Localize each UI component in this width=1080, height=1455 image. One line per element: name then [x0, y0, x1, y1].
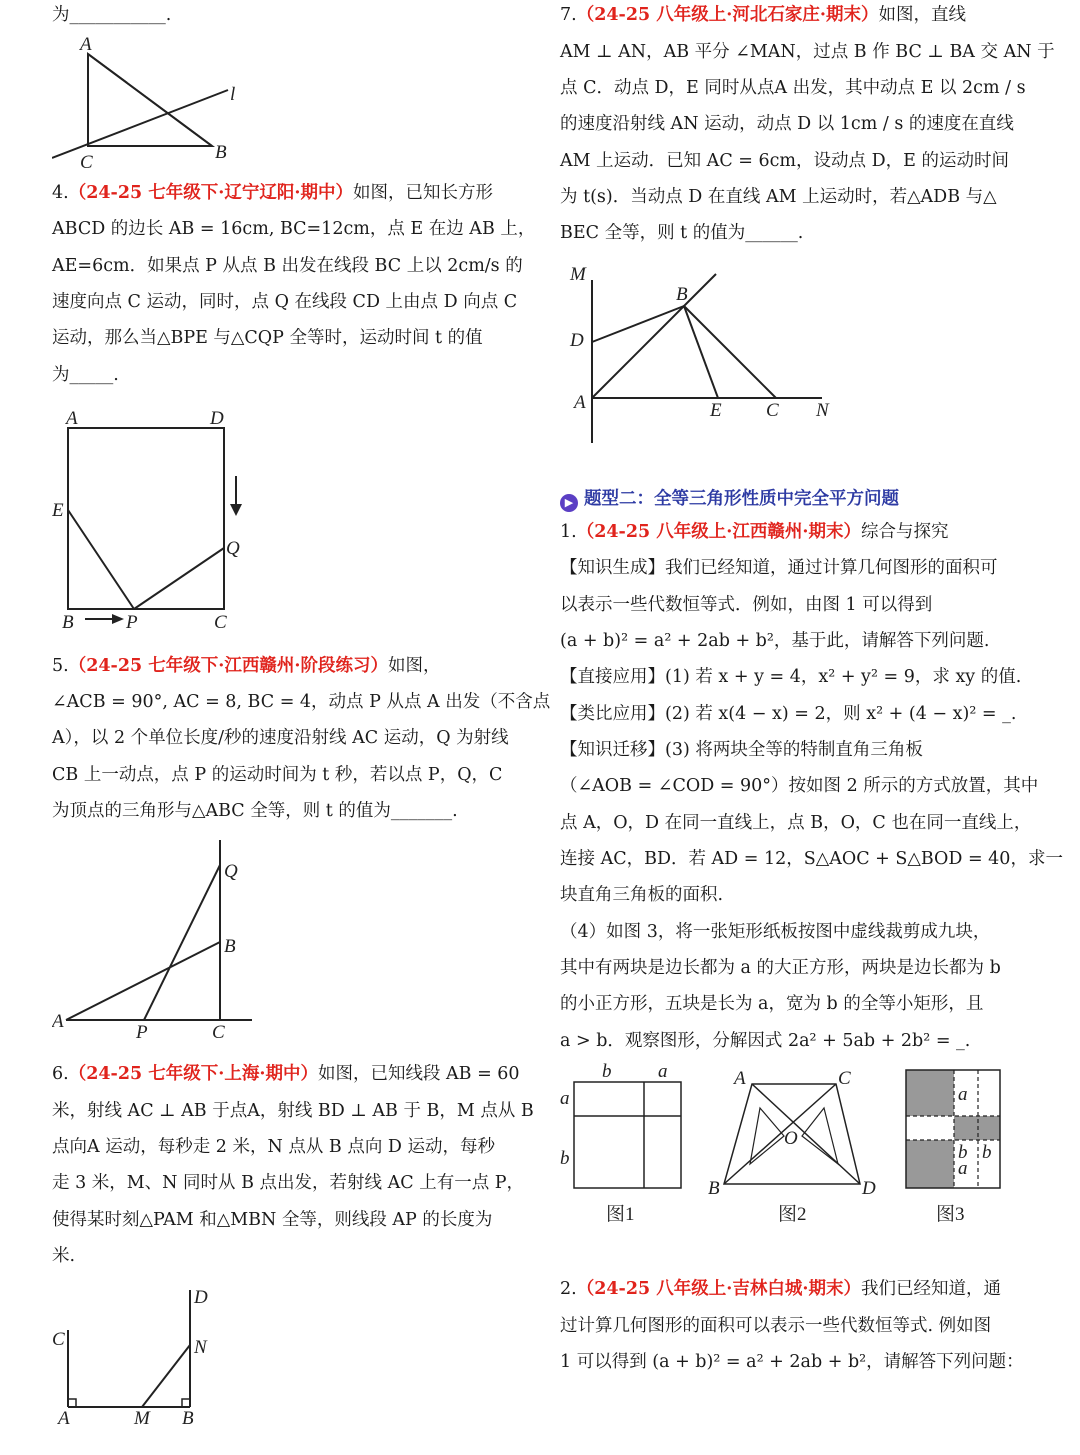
svg-text:C: C	[80, 152, 93, 173]
svg-text:M: M	[570, 264, 586, 285]
svg-text:a: a	[958, 1158, 968, 1179]
svg-text:B: B	[182, 1408, 194, 1429]
q5-num: 5.	[52, 656, 69, 676]
section-title: 题型二：全等三角形性质中完全平方问题	[584, 489, 899, 509]
svg-text:E: E	[710, 400, 722, 421]
s1-line-14: a > b．观察图形，分解因式 2a² + 5ab + 2b² = _.	[560, 1031, 971, 1051]
svg-text:B: B	[224, 936, 236, 957]
q6-line-3: 走 3 米，M、N 同时从 B 点出发，若射线 AC 上有一点 P，	[52, 1173, 525, 1193]
q6-text-0: 如图，已知线段 AB = 60	[317, 1064, 520, 1084]
svg-text:C: C	[838, 1068, 851, 1089]
s1-line-1: 【知识生成】我们已经知道，通过计算几何图形的面积可	[560, 558, 998, 578]
s1-line-11: （4）如图 3，将一张矩形纸板按图中虚线裁剪成九块，	[560, 922, 991, 942]
svg-text:B: B	[215, 142, 227, 163]
svg-text:P: P	[126, 612, 138, 633]
q5-line-3: CB 上一动点，点 P 的运动时间为 t 秒，若以点 P，Q，C	[52, 765, 503, 785]
q7-line-0	[560, 4, 966, 26]
q5-line-4: 为顶点的三角形与△ABC 全等，则 t 的值为_______.	[52, 801, 458, 821]
s2-source: （24-25 八年级上·吉林白城·期末）	[576, 1279, 861, 1299]
s1-line-7: （∠AOB = ∠COD = 90°）按如图 2 所示的方式放置，其中	[560, 776, 1039, 796]
q6-figure	[52, 1285, 232, 1430]
svg-text:图2: 图2	[778, 1204, 807, 1225]
figure-1	[560, 1061, 681, 1225]
svg-text:Q: Q	[224, 861, 238, 882]
section-header	[560, 485, 899, 512]
s2-line-2: 1 可以得到 (a + b)² = a² + 2ab + b²，请解答下列问题：	[560, 1352, 1024, 1372]
svg-text:C: C	[212, 1022, 225, 1043]
q4-source: （24-25 七年级下·辽宁辽阳·期中）	[68, 183, 353, 203]
q5-source: （24-25 七年级下·江西赣州·阶段练习）	[68, 656, 388, 676]
s1-line-3: (a + b)² = a² + 2ab + b²，基于此，请解答下列问题.	[560, 631, 990, 651]
svg-text:Q: Q	[226, 538, 240, 559]
s1-line-13: 的小正方形，五块是长为 a，宽为 b 的全等小矩形，且	[560, 994, 984, 1014]
q7-line-6: BEC 全等，则 t 的值为______.	[560, 223, 804, 243]
svg-text:B: B	[676, 284, 688, 305]
svg-text:C: C	[766, 400, 779, 421]
s1-line-5: 【类比应用】(2) 若 x(4 − x) = 2，则 x² + (4 − x)² = _.	[560, 704, 1017, 724]
q4-line-5: 为_____.	[52, 365, 119, 385]
q7-text-0: 如图，直线	[878, 5, 966, 25]
s2-line-0	[560, 1278, 1001, 1300]
q7-line-5: 为 t(s)．当动点 D 在直线 AM 上运动时，若△ADB 与△	[560, 187, 997, 207]
s2-num: 2.	[560, 1279, 577, 1299]
s1-line-4: 【直接应用】(1) 若 x + y = 4，x² + y² = 9，求 xy 的值.	[560, 667, 1022, 687]
s1-figures	[560, 1060, 1035, 1230]
svg-text:D: D	[210, 408, 224, 429]
q5-text-0: 如图，	[387, 656, 441, 676]
svg-text:D: D	[194, 1287, 208, 1308]
svg-text:A: A	[66, 408, 78, 429]
q7-line-3: 的速度沿射线 AN 运动，动点 D 以 1cm / s 的速度在直线	[560, 114, 1014, 134]
svg-text:b: b	[982, 1142, 992, 1163]
flag-icon: ▶	[560, 494, 578, 512]
svg-text:C: C	[214, 612, 227, 633]
q6-line-1: 米，射线 AC ⊥ AB 于点A，射线 BD ⊥ AB 于 B，M 点从 B	[52, 1101, 534, 1121]
figure-2	[708, 1068, 876, 1225]
q3-tail-line: 为___________.	[52, 5, 172, 25]
q3-figure	[52, 34, 312, 174]
svg-text:b: b	[560, 1148, 570, 1169]
svg-text:A: A	[52, 1011, 64, 1032]
q6-source: （24-25 七年级下·上海·期中）	[68, 1064, 318, 1084]
svg-text:A: A	[734, 1068, 746, 1089]
svg-text:M: M	[134, 1408, 150, 1429]
svg-text:a: a	[958, 1084, 968, 1105]
q7-line-4: AM 上运动．已知 AC = 6cm，设动点 D，E 的运动时间	[560, 151, 1009, 171]
q7-source: （24-25 八年级上·河北石家庄·期末）	[576, 5, 879, 25]
s1-line-6: 【知识迁移】(3) 将两块全等的特制直角三角板	[560, 740, 923, 760]
svg-text:A: A	[80, 34, 92, 55]
figure-3	[906, 1070, 1000, 1225]
q6-line-5: 米.	[52, 1246, 76, 1266]
q5-figure	[52, 835, 272, 1045]
svg-text:P: P	[136, 1022, 148, 1043]
q5-line-0	[52, 655, 440, 677]
svg-text:A: A	[58, 1408, 70, 1429]
q4-line-2: AE=6cm．如果点 P 从点 B 出发在线段 BC 上以 2cm/s 的	[52, 256, 523, 276]
s2-line-1: 过计算几何图形的面积可以表示一些代数恒等式. 例如图	[560, 1316, 992, 1336]
q4-line-3: 速度向点 C 运动，同时，点 Q 在线段 CD 上由点 D 向点 C	[52, 292, 518, 312]
q6-line-2: 点向A 运动，每秒走 2 米，N 点从 B 点向 D 运动，每秒	[52, 1137, 495, 1157]
svg-text:图3: 图3	[936, 1204, 965, 1225]
q7-line-2: 点 C．动点 D，E 同时从点A 出发，其中动点 E 以 2cm / s	[560, 78, 1026, 98]
q4-num: 4.	[52, 183, 69, 203]
s1-line-2: 以表示一些代数恒等式．例如，由图 1 可以得到	[560, 595, 933, 615]
svg-text:a: a	[560, 1088, 570, 1109]
q7-figure	[560, 258, 850, 448]
svg-text:b: b	[602, 1061, 612, 1082]
s1-line-10: 块直角三角板的面积.	[560, 885, 724, 905]
s1-line-12: 其中有两块是边长都为 a 的大正方形，两块是边长都为 b	[560, 958, 1001, 978]
svg-text:l: l	[230, 84, 236, 105]
q7-line-1: AM ⊥ AN，AB 平分 ∠MAN，过点 B 作 BC ⊥ BA 交 AN 于	[560, 42, 1055, 62]
svg-text:B: B	[62, 612, 74, 633]
svg-text:N: N	[816, 400, 829, 421]
q4-line-4: 运动，那么当△BPE 与△CQP 全等时，运动时间 t 的值	[52, 328, 483, 348]
s1-num: 1.	[560, 522, 577, 542]
svg-text:E: E	[52, 500, 64, 521]
s1-line-0	[560, 521, 948, 543]
svg-text:C: C	[52, 1329, 65, 1350]
q6-num: 6.	[52, 1064, 69, 1084]
svg-text:A: A	[574, 392, 586, 413]
s2-text-0: 我们已经知道，通	[860, 1279, 1001, 1299]
s1-line-8: 点 A，O，D 在同一直线上，点 B，O，C 也在同一直线上，	[560, 813, 1032, 833]
svg-text:D: D	[862, 1178, 876, 1199]
svg-text:B: B	[708, 1178, 720, 1199]
s1-text-0: 综合与探究	[860, 522, 949, 542]
q4-line-0	[52, 182, 493, 204]
svg-text:图1: 图1	[606, 1204, 635, 1225]
svg-text:a: a	[658, 1061, 668, 1082]
svg-text:N: N	[194, 1337, 207, 1358]
s1-line-9: 连接 AC，BD．若 AD = 12，S△AOC + S△BOD = 40，求一	[560, 849, 1063, 869]
q7-num: 7.	[560, 5, 577, 25]
q6-line-4: 使得某时刻△PAM 和△MBN 全等，则线段 AP 的长度为	[52, 1210, 493, 1230]
s1-source: （24-25 八年级上·江西赣州·期末）	[576, 522, 861, 542]
q4-figure	[52, 400, 272, 640]
q6-line-0	[52, 1063, 520, 1085]
svg-text:b: b	[958, 1142, 968, 1163]
q5-line-1: ∠ACB = 90°, AC = 8, BC = 4，动点 P 从点 A 出发（不含点	[52, 692, 551, 712]
q4-line-1: ABCD 的边长 AB = 16cm, BC=12cm，点 E 在边 AB 上，	[52, 219, 536, 239]
q4-text-0: 如图，已知长方形	[352, 183, 493, 203]
q5-line-2: A），以 2 个单位长度/秒的速度沿射线 AC 运动，Q 为射线	[52, 728, 509, 748]
svg-text:D: D	[570, 330, 584, 351]
svg-text:O: O	[784, 1128, 798, 1149]
